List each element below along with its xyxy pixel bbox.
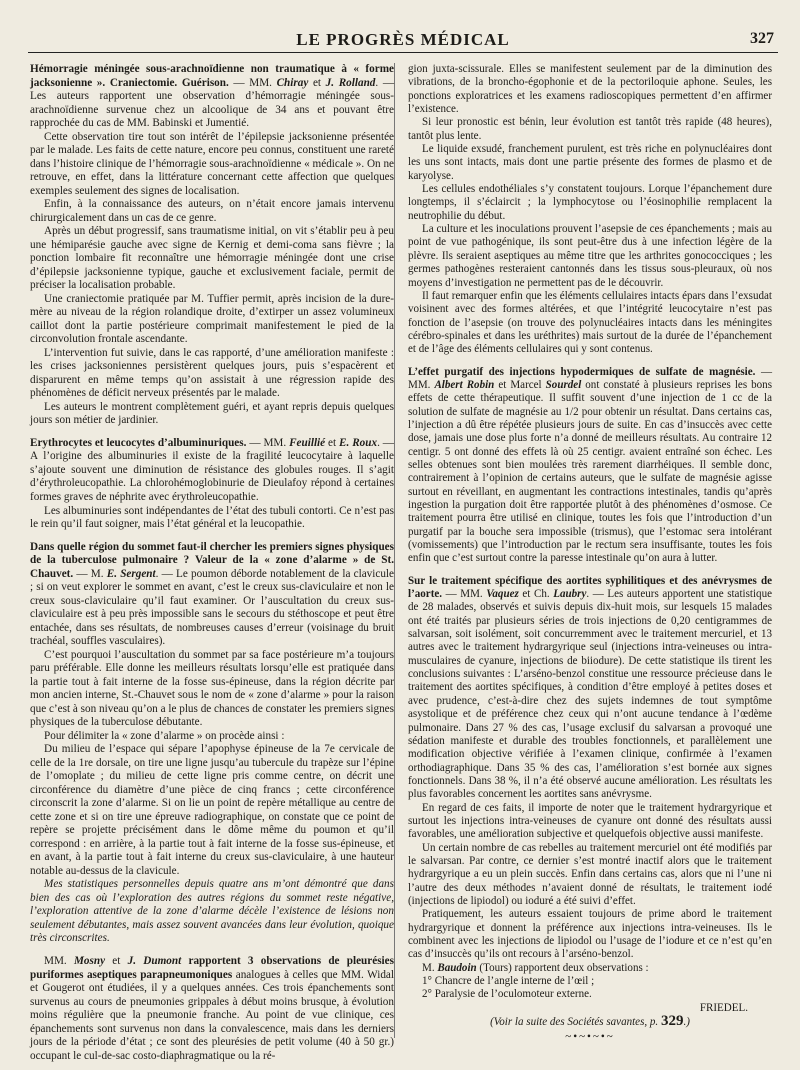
right-column [408,63,772,1045]
article-hemorragie: Hémorragie méningée sous-arachnoïdienne non traumatique à « forme jacksonienne ». Craniectomie. Guérison. — MM. Chiray et J. Rolland. — Les auteurs rapportent une observation d’hémorragie méningée sous-arachnoïdienne survenue chez un alcoolique de 34 ans et pouvant être rapprochée du cas de MM. Babinski et Jumentié. [30,63,395,130]
ornament: ~•~•~•~ [565,1031,615,1044]
article-erythrocytes: Erythrocytes et leucocytes d’albuminuriques. — MM. Feuillié et E. Roux. — A l’origine des albuminuries il existe de la fragilité leucocytaire à laquelle s’ajoute souvent une diminution de résistance des globules rouges. Il s’agit d’érythroleucopathie. La chlorohémoglobinurie de Dieulafoy répond à certaines formes graves de néphrite avec érythroleucopathie. [30,436,394,503]
paragraph: Si leur pronostic est bénin, leur évolution est tantôt très rapide (48 heures), tantôt plus lente. [408,116,772,142]
paragraph: gion juxta-scissurale. Elles se manifestent seulement par de la diminution des vibrations, de la broncho-égophonie et de la pectoriloquie aphone. Seules, les ponctions exploratrices et les examens radioscopiques permettent d’en affirmer l’existence. [408,63,772,116]
page-header [28,26,778,48]
paragraph: Les cellules endothéliales s’y constatent toujours. Lorque l’épanchement dure longtemps, il s’éclaircit ; la lymphocytose ou l’éosinophilie remplacent la neutrophilie du début. [408,183,772,222]
paragraph: Après un début progressif, sans traumatisme initial, on vit s’établir peu à peu une hémiparésie gauche avec signe de Kernig et demi-coma sans fièvre ; la ponction lombaire fit reconnaître une hémorragie méningée dont une crise d’épilepsie jacksonienne typique, gauche et exclusivement faciale, permit de préciser la localisation probable. [30,225,394,292]
paragraph: La culture et les inoculations prouvent l’asepsie de ces épanchements ; mais au point de vue pathogénique, ils sont peut-être dus à une infection légère de la plèvre. Ils seraient aseptiques au même titre que les arthrites gonococciques ; les germes pathogènes resteraient cantonnés dans les tissus sous-pleuraux, où nos moyens d’investigation ne permettent pas de le découvrir. [408,223,772,289]
observation-1: 1° Chancre de l’angle interne de l’œil ; [422,975,595,988]
article-zone-alarme: Dans quelle région du sommet faut-il chercher les premiers signes physiques de la tuberculose pulmonaire ? Valeur de la « zone d’alarme » de St. Chauvet. — M. E. Sergent. — Le poumon déborde notablement de la clavicule ; si on veut explorer le sommet en avant, c’est le creux sus-claviculaire et non le creux sous-claviculaire qu’il faut examiner. Or l’auscultation du creux sus-claviculaire est à peu près impossible sans le secours du stéthoscope et peut être entachée, dans ses résultats, de nombreuses causes d’erreur (voisinage du bruit trachéal, souffles vasculaires). [30,540,394,648]
paragraph: En regard de ces faits, il importe de noter que le traitement hydrargyrique et surtout les injections intra-veineuses de cyanure ont donné des résultats aussi favorables, une amélioration subjective et quelquefois objective aussi manifeste. [408,801,772,841]
observation-2: 2° Paralysie de l’oculomoteur externe. [422,988,592,1001]
article-aortites: Sur le traitement spécifique des aortites syphilitiques et des anévrysmes de l’aorte. — MM. Vaquez et Ch. Laubry. — Les auteurs apportent une statistique de 28 malades, observés et suivis depuis dix-huit mois, sur lesquels 15 malades ont été traités par plusieurs séries de trois injections de 0,20 centigrammes de salvarsan, soit isolément, soit concurremment avec le traitement mercuriel, et 13 autres avec le traitement hydrargyrique seul (injections intra-veineuses ou intra-musculaires de cyanure, injections de biiodure). De cette statistique ils tirent les conclusions suivantes : L’arséno-benzol constitue une ressource précieuse dans le traitement des aortites spécifiques, à condition d’être employé à petites doses et avec prudence, c’est-à-dire chez des sujets indemnes de tout symptôme asystolique et de préférence chez ceux qui n’ont aucune tendance à l’œdème pulmonaire. Dans 27 % des cas, l’usage exclusif du salvarsan a provoqué une sédation manifeste et durable des troubles fonctionnels, et parallèlement une modification objective vérifiée à l’examen clinique, confirmée à l’examen orthodiagraphique. Dans 35 % des cas, l’amélioration s’est bornée aux signes fonctionnels. Dans 38 %, il n’a été observé aucune amélioration. Les résultats les plus favorables concernent les aortites sans anévrysme. [408,574,772,801]
header-rule [28,52,778,53]
paragraph: Les auteurs le montrent complètement guéri, et ayant repris depuis quelques jours son métier de jardinier. [30,400,394,427]
paragraph: Les albuminuries sont indépendantes de l’état des tubuli contorti. Ce n’est pas le rein qu’il faut soigner, mais l’état général et la leucopathie. [30,504,394,531]
paragraph: Il faut remarquer enfin que les éléments cellulaires intacts épars dans l’exsudat voisinent avec des formes altérées, et que l’intégrité leucocytaire n’est pas fonction de l’asepsie (on trouve des polynucléaires intacts dans les méningites cérébro-spinales et dans les uréthrites) mais surtout de la durée de l’épanchement et de l’âge des éléments cellulaires qui y sont contenus. [408,289,772,356]
journal-title: LE PROGRÈS MÉDICAL [296,30,510,49]
column-divider [394,63,395,1038]
page-number: 327 [750,30,774,47]
paragraph: Un certain nombre de cas rebelles au traitement mercuriel ont été modifiés par le salvarsan. Par contre, ce dernier s’est montré inactif alors que le traitement hydrargyrique a eu un plein succès. Enfin dans certains cas, alors que ni l’une ni l’autre des deux méthodes n’avaient donné de résultats, le traitement iodé (injections de lipiodol) ou ioduré a été suivi d’effet. [408,841,772,907]
paragraph: Du milieu de l’espace qui sépare l’apophyse épineuse de la 7e cervicale de celle de la 1re dorsale, on tire une ligne jusqu’au tubercule du trapèze sur l’épine de l’omoplate ; du milieu de cette ligne pris comme centre, on décrit une circonférence du diamètre d’une pièce de cinq francs ; cette circonférence circonscrit la zone d’alarme. Si on lie un point de repère métallique au centre de cette zone et si on tire une épreuve radiographique, on constate que ce point de repère se projette précisément dans le dôme même du poumon et qu’il correspond : en arrière, à la partie tout à fait interne de la fosse sus-épineuse, et en avant, à la partie tout à fait interne du creux sus-claviculaire, à une hauteur notable au-dessus de la clavicule. [30,743,394,877]
paragraph: L’intervention fut suivie, dans le cas rapporté, d’une amélioration manifeste : les crises jacksoniennes persistèrent quelques jours, puis s’espacèrent et disparurent en même temps qu’on assistait à une régression rapide des phénomènes de déficit nerveux présentés par le malade. [30,346,394,400]
paragraph: Mes statistiques personnelles depuis quatre ans m’ont démontré que dans bien des cas où l’exploration des autres régions du sommet reste négative, l’exploration attentive de la zone d’alarme décèle l’existence de lésions non seulement débutantes, mais assez souvent avancées dans leur évolution, quoique très circonscrites. [30,878,394,945]
continuation-note: (Voir la suite des Sociétés savantes, p. 329.) [490,1013,690,1030]
signature: FRIEDEL. [699,1001,748,1014]
paragraph: C’est pourquoi l’auscultation du sommet par sa face postérieure m’a toujours paru préférable. Elle donne les meilleurs résultats lorsqu’elle est pratiquée dans la partie tout à fait interne de la fosse sus-épineuse, dans la région décrite par mon ancien interne, St.-Chauvet sous le nom de « zone d’alarme » pour la raison que c’est à son niveau qu’on a le plus de chances de constater les premiers signes physiques de la tuberculose débutante. [30,648,394,729]
paragraph: Pour délimiter la « zone d’alarme » on procède ainsi : [44,729,285,742]
paragraph: Le liquide exsudé, franchement purulent, est très riche en polynucléaires dont les uns sont intacts, mais dont une partie présente des formes de plasmo et de karyolyse. [408,143,772,182]
article-sulfate-magnesie: L’effet purgatif des injections hypodermiques de sulfate de magnésie. — MM. Albert Robin et Marcel Sourdel ont constaté à plusieurs reprises les bons effets de cette thérapeutique. Il suffit souvent d’une injection de 1 cc de la solution de sulfate de magnésie au 1/2 pour obtenir un résultat. Dans certains cas, l’injection a dû être répétée plusieurs jours de suite. En cas d’insuccès avec cette dose, jamais une dose plus forte n’a donné de meilleurs résultats. Au contraire 12 centigr. 5 ont donné des effets là où 25 centigr. avaient entraîné son échec. Les selles obtenues sont bien moulées très rarement diarrhéiques. Il semble donc, contrairement à l’opinion de certains auteurs, que le sulfate de magnésie agisse surtout en réveillant, en augmentant les contractions intestinales, tandis qu’après ingestion la purgation doit être rapportée plutôt à des phénomènes d’osmose. Ce traitement pourra être utilisé en clinique, toutes les fois que l’introduction d’un purgatif par la bouche sera impossible (trismus), que l’estomac sera intolérant (vomissements) que l’introduction par le rectum sera insuffisante, toutes les fois enfin que c’est surtout contre la paresse intestinale qu’on aura à lutter. [408,365,773,565]
baudoin-report: M. Baudoin (Tours) rapportent deux observations : [422,961,649,974]
paragraph: Une craniectomie pratiquée par M. Tuffier permit, après incision de la dure-mère au niveau de la région rolandique droite, d’extirper un assez volumineux caillot dont la partie postérieure comprimait manifestement le pied de la circonvolution frontale ascendante. [30,292,394,346]
paragraph: Pratiquement, les auteurs essaient toujours de prime abord le traitement hydrargyrique et donnent la préférence aux injections intra-veineuses. Ils le combinent avec les injections de lipiodol ou l’usage de l’iodure et ce n’est qu’en cas d’insuccès qu’ils ont recours à l’arséno-benzol. [408,908,772,961]
paragraph: Cette observation tire tout son intérêt de l’épilepsie jacksonienne présentée par le malade. Les faits de cette nature, encore peu connus, constituent une rareté dans l’histoire clinique de l’hémorragie sous-arachnoïdienne « médicale ». On ne retrouve, en effet, dans la littérature concernant cette affection que quelques exemples seulement des signes de localisation. [30,130,394,197]
left-column [30,63,394,1063]
paragraph: Enfin, à la connaissance des auteurs, on n’était encore jamais intervenu chirurgicalement dans un cas de ce genre. [30,198,394,224]
article-pleuresies: MM. Mosny et J. Dumont rapportent 3 observations de pleurésies puriformes aseptiques parapneumoniques analogues à celles que MM. Widal et Gougerot ont étudiées, il y a quelques années. Ces trois épanchements sont survenus au cours de pneumonies grippales à début moins brusque, à évolution moins régulière que la pneumonie franche. Au point de vue clinique, ces épanchements sont survenus non dans la convalescence, mais dans les derniers jours de la période d’état ; ce sont des pleurésies de petit volume (40 à 50 gr.) occupant le cul-de-sac costo-diaphragmatique ou la ré- [30,955,394,1062]
